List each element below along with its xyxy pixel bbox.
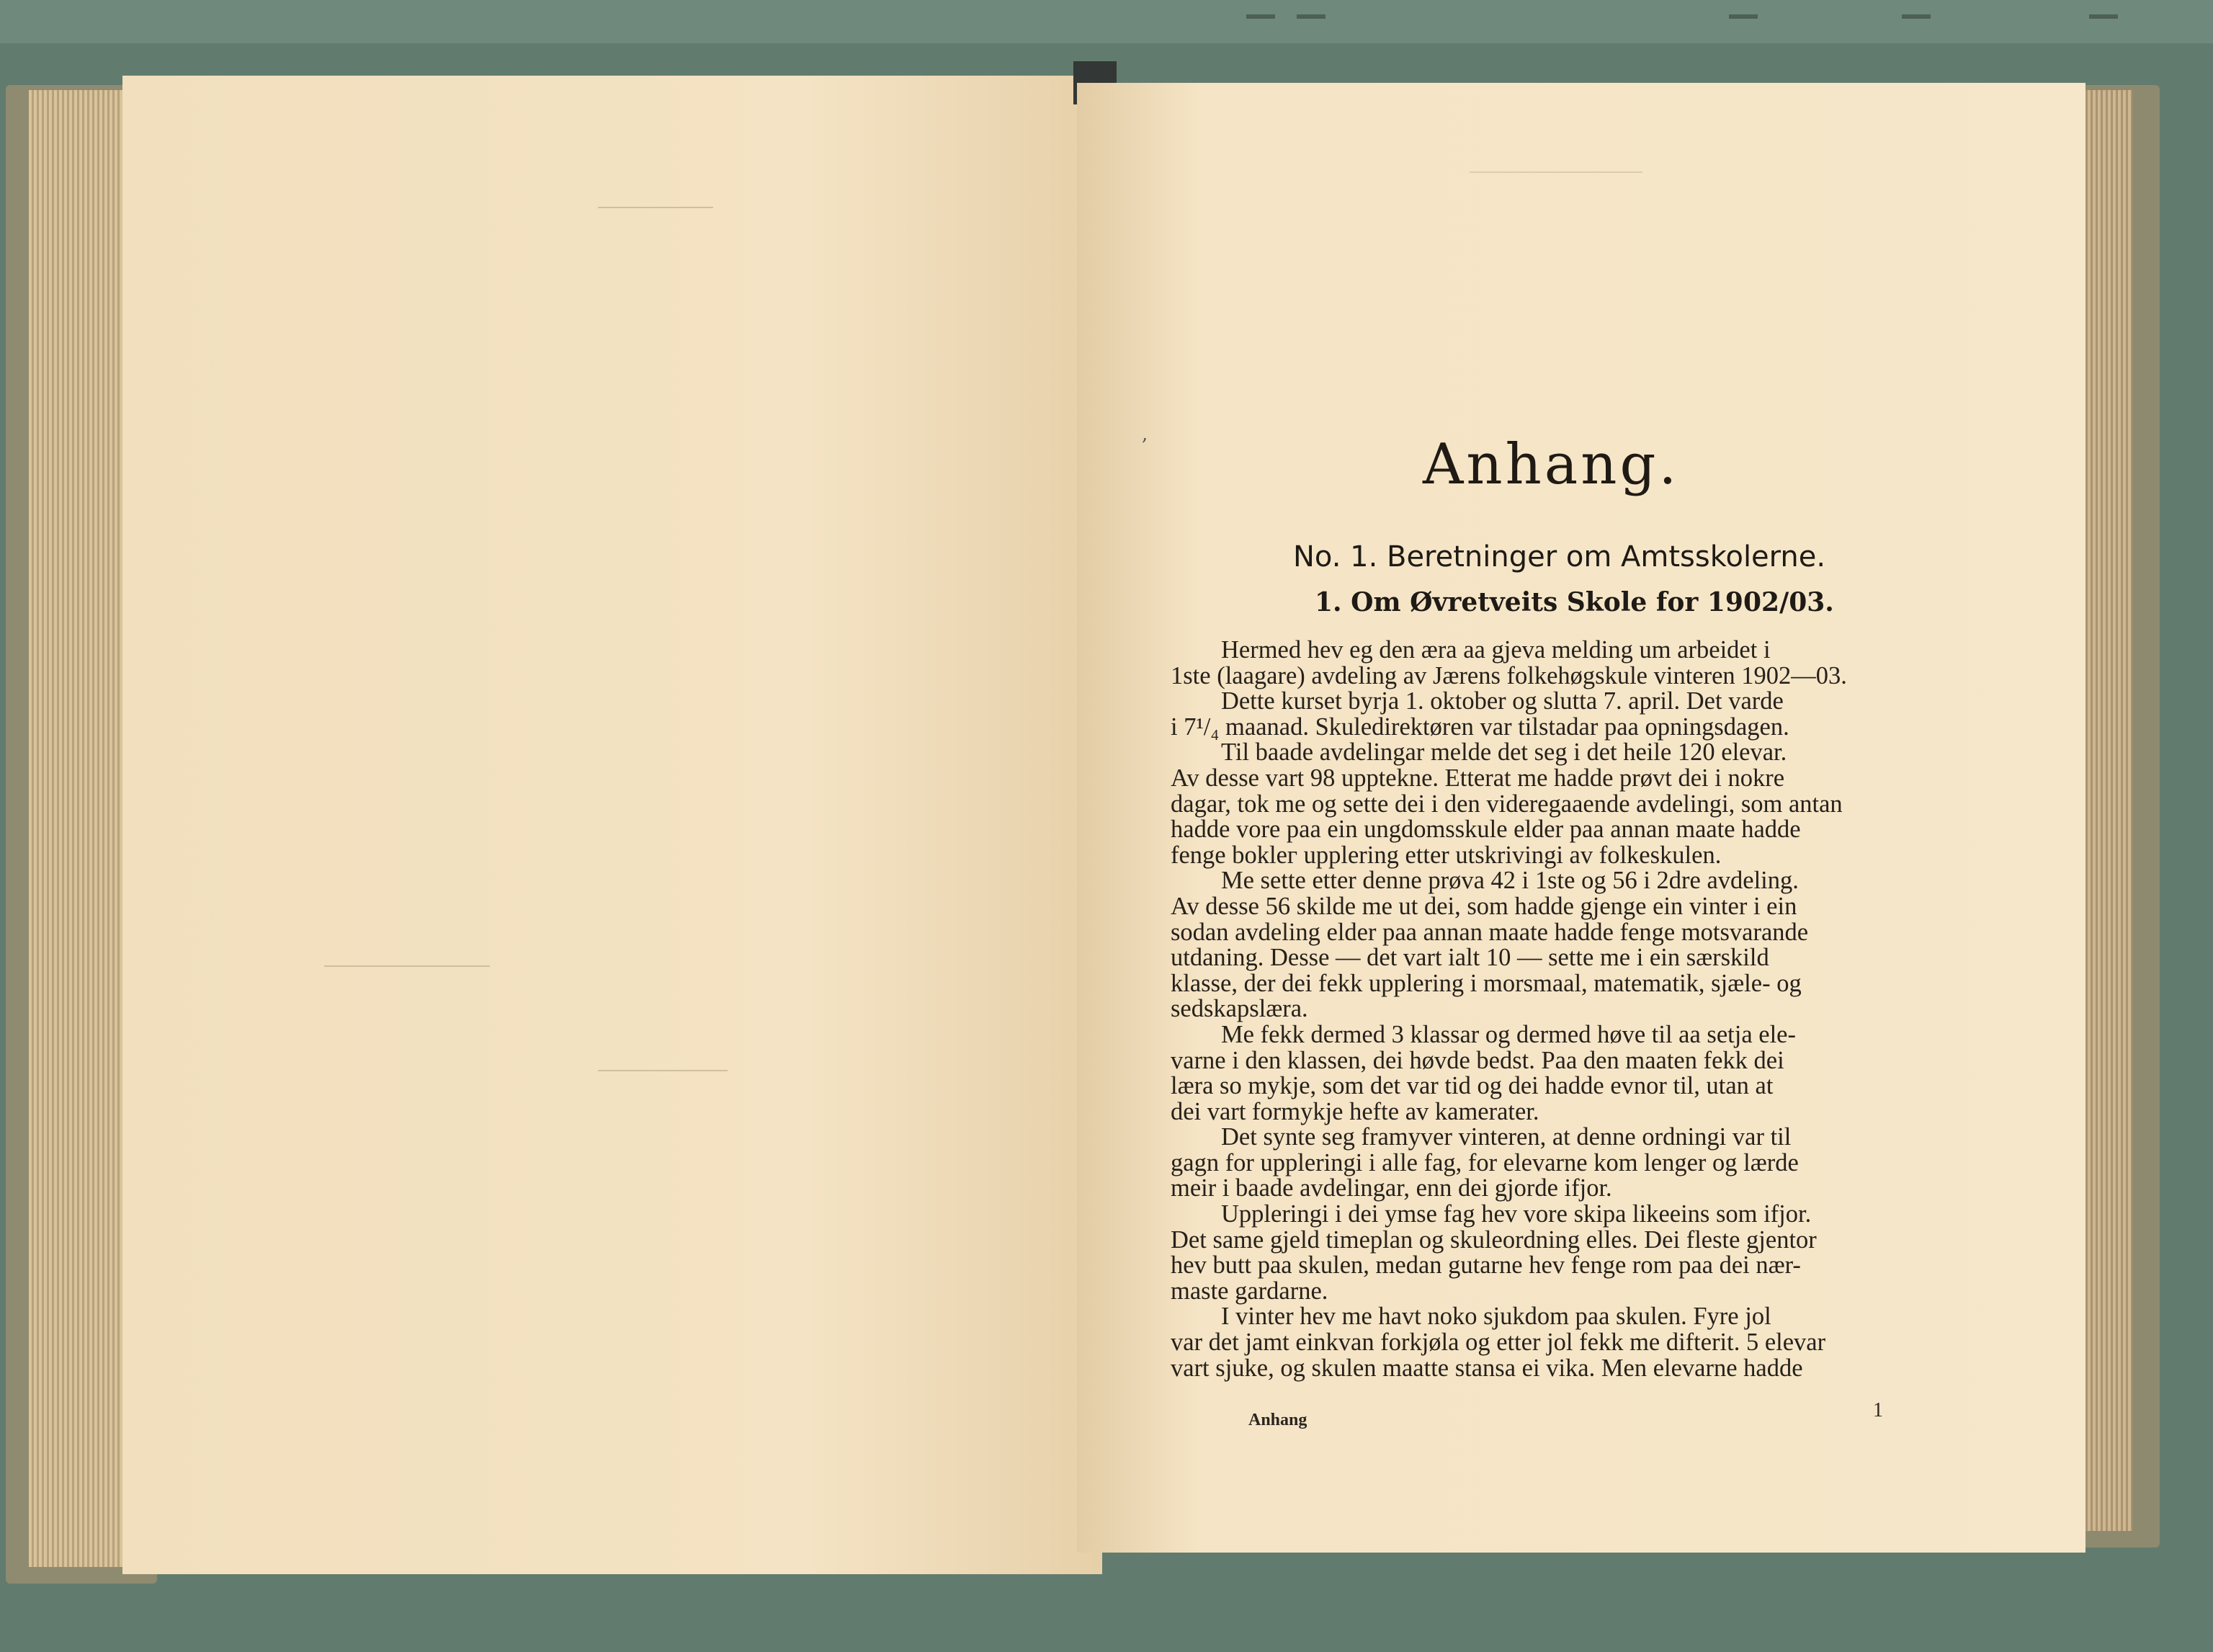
text-line: hev butt paa skulen, medan gutarne hev fenge rom paa dei nær-	[1171, 1251, 1801, 1280]
tray-mark	[1902, 14, 1931, 19]
section-heading: No. 1. Beretninger om Amtsskolerne.	[1293, 540, 1826, 573]
text-line: fenge boklег upplering etter utskrivingi av folkeskulen.	[1171, 841, 1722, 869]
text-line: sedskapslæra.	[1171, 995, 1308, 1023]
text-line: 1ste (laagare) avdeling av Jærens folkehøgskule vinteren 1902—03.	[1171, 661, 1847, 689]
text-line: maste gardarne.	[1171, 1277, 1328, 1305]
text-line: Det same gjeld timeplan og skuleordning elles. Dei fleste gjentor	[1171, 1225, 1817, 1254]
text-line: gagn for uppleringi i alle fag, for elevarne kom lenger og lærde	[1171, 1148, 1799, 1177]
tray-mark	[1297, 14, 1325, 19]
body-text	[1171, 638, 1920, 1381]
text-line: dei vart formykje hefte av kamerater.	[1171, 1097, 1539, 1125]
show-through-rule	[598, 207, 713, 208]
text-line: meir i baade avdelingar, enn dei gjorde ifjor.	[1171, 1174, 1612, 1202]
scanner-tray	[0, 0, 2213, 43]
text-line: hadde vore paa ein ungdomsskule elder paa annan maate hadde	[1171, 816, 1801, 844]
text-line: dagar, tok me og sette dei i den videregaaende avdelingi, som antan	[1171, 790, 1843, 818]
text-line: læra so mykje, som det var tid og dei hadde evnor til, utan at	[1171, 1072, 1774, 1100]
show-through-rule	[598, 1070, 728, 1071]
signature-mark: Anhang	[1248, 1411, 1307, 1429]
subsection-heading: 1. Om Øvretveits Skole for 1902/03.	[1315, 587, 1834, 617]
text-line: klasse, der dei fekk upplering i morsmaal, matematik, sjæle- og	[1171, 969, 1802, 997]
text-line: Av desse vart 98 upptekne. Etterat me hadde prøvt dei i nokre	[1171, 764, 1785, 792]
left-page	[122, 76, 1102, 1574]
text-line: varne i den klassen, dei høvde bedst. Paa den maaten fekk dei	[1171, 1046, 1784, 1074]
text-line: utdaning. Desse — det vart ialt 10 — sette me i ein særskild	[1171, 944, 1769, 972]
text-line: vart sjuke, og skulen maatte stansa ei vika. Men elevarne hadde	[1171, 1354, 1803, 1382]
tray-mark	[1729, 14, 1758, 19]
margin-mark: ,	[1142, 424, 1148, 445]
text-line: Me fekk dermed 3 klassar og dermed høve til aa setja ele-	[1221, 1020, 1796, 1048]
text-line: var det jamt einkvan forkjøla og etter jol fekk me difterit. 5 elevar	[1171, 1329, 1826, 1357]
text-line: Av desse 56 skilde me ut dei, som hadde gjenge ein vinter i ein	[1171, 892, 1797, 920]
show-through-rule	[1470, 171, 1642, 173]
text-line: Til baade avdelingar melde det seg i det heile 120 elevar.	[1221, 738, 1787, 767]
text-line: sodan avdeling elder paa annan maate hadde fenge motsvarande	[1171, 918, 1809, 946]
tray-mark	[2089, 14, 2118, 19]
text-line: I vinter hev me havt noko sjukdom paa skulen. Fyre jol	[1221, 1303, 1771, 1331]
text-line: Uppleringi i dei ymse fag hev vore skipa likeeins som ifjor.	[1221, 1200, 1812, 1228]
show-through-rule	[324, 965, 490, 967]
page-title: Anhang.	[1423, 432, 1680, 497]
text-line: i 7¹/₄ maanad. Skuledirektøren var tilstadar paa opningsdagen.	[1171, 713, 1789, 741]
text-line: Dette kurset byrja 1. oktober og slutta 7. april. Det varde	[1221, 687, 1784, 715]
text-line: Hermed hev eg den æra aa gjeva melding um arbeidet i	[1221, 636, 1771, 664]
text-line: Det synte seg framyver vinteren, at denne ordningi var til	[1221, 1123, 1792, 1151]
text-line: Me sette etter denne prøva 42 i 1ste og 56 i 2dre avdeling.	[1221, 867, 1799, 895]
page-number: 1	[1873, 1399, 1883, 1421]
tray-mark	[1246, 14, 1275, 19]
